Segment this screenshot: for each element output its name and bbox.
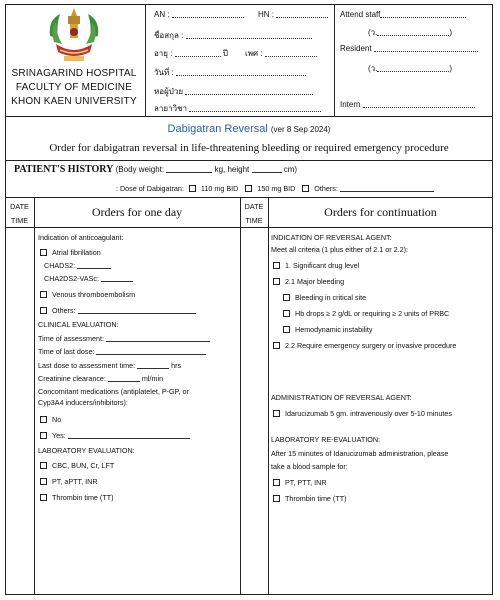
indication-others-option[interactable]: [40, 306, 196, 315]
intern-label: Intern: [340, 100, 361, 109]
dose-others-checkbox[interactable]: [302, 185, 309, 192]
dose-others-input[interactable]: [340, 191, 434, 192]
time-assessment-field[interactable]: [38, 334, 210, 343]
concomitant-no-label: No: [52, 415, 62, 424]
history-label: PATIENT'S HISTORY: [14, 164, 114, 175]
indication-heading: Indication of anticoagulant:: [38, 233, 124, 242]
right-date-header: DATE: [244, 202, 264, 211]
time-last-dose-field[interactable]: [38, 347, 206, 356]
lab-cbc-label: CBC, BUN, Cr, LFT: [52, 461, 115, 470]
last-dose-interval-field[interactable]: [38, 361, 181, 370]
vte-label: Venous thromboembolism: [52, 290, 136, 299]
concomitant-yes-checkbox[interactable]: [40, 432, 47, 439]
hn-field[interactable]: [258, 10, 328, 19]
an-field[interactable]: [154, 10, 244, 19]
header-divider: [5, 116, 493, 117]
ward-field[interactable]: [154, 85, 313, 98]
lab-tt-label: Thrombin time (TT): [52, 493, 114, 502]
middle-col-line: [240, 197, 241, 595]
date-label: วันที่ :: [154, 68, 174, 77]
concomitant-line2: Cyp3A4 inducers/inhibitors):: [38, 398, 128, 407]
resident-label: Resident: [340, 44, 372, 53]
left-time-header: TIME: [10, 216, 29, 225]
body-weight-input[interactable]: [166, 172, 212, 173]
hemodynamic-label: Hemodynamic instability: [295, 325, 373, 334]
re-tt-label: Thrombin time (TT): [285, 494, 347, 503]
form-subtitle: Order for dabigatran reversal in life-threatening bleeding or required emergency procedure: [49, 142, 449, 154]
body-weight-label: (Body weight:: [115, 165, 165, 174]
attend-sub-label: (ว.: [368, 28, 378, 37]
mlmin-label: ml/min: [141, 374, 164, 383]
criterion-1-option[interactable]: [273, 261, 359, 270]
chadsvasc-label: CHA2DS2-VASc:: [44, 274, 99, 283]
criterion-21-option[interactable]: [273, 277, 344, 286]
attend-staff-field[interactable]: [340, 10, 466, 19]
ward-label: หอผู้ป่วย: [154, 87, 184, 96]
hrs-label: hrs: [171, 361, 182, 370]
administration-heading: ADMINISTRATION OF REVERSAL AGENT:: [271, 393, 412, 402]
indication-others-checkbox[interactable]: [40, 307, 47, 314]
name-label: ชื่อสกุล :: [154, 31, 184, 40]
hb-drop-option[interactable]: [283, 309, 449, 318]
age-label: อายุ :: [154, 49, 173, 58]
reversal-indication-heading: INDICATION OF REVERSAL AGENT:: [271, 233, 392, 242]
criterion-22-checkbox[interactable]: [273, 342, 280, 349]
af-label: Atrial fibrillation: [52, 248, 101, 257]
left-date-header: DATE: [10, 202, 29, 211]
idarucizumab-label: Idarucizumab 5 gm. intravenously over 5-10 minutes: [285, 409, 452, 418]
bleeding-critical-label: Bleeding in critical site: [295, 293, 367, 302]
hospital-logo: [42, 6, 106, 66]
resident-field[interactable]: [340, 44, 478, 53]
patient-history-row: [14, 164, 297, 175]
name-field[interactable]: [154, 29, 312, 42]
lab-pt-option[interactable]: [40, 477, 98, 486]
criterion-1-checkbox[interactable]: [273, 262, 280, 269]
logo-divider: [145, 4, 146, 116]
concomitant-no-option[interactable]: [40, 415, 61, 424]
dose-label: : Dose of Dabigatran:: [116, 184, 184, 193]
lab-pt-checkbox[interactable]: [40, 478, 47, 485]
criterion-22-label: 2.2 Require emergency surgery or invasive procedure: [285, 341, 457, 350]
re-pt-label: PT, PTT, INR: [285, 478, 327, 487]
column-header-divider: [5, 227, 493, 228]
criterion-1-label: 1. Significant drug level: [285, 261, 360, 270]
right-date-col-line: [268, 197, 269, 595]
lab-pt-label: PT, aPTT, INR: [52, 477, 98, 486]
staff-divider: [334, 4, 335, 116]
sex-field[interactable]: [245, 47, 317, 60]
attend-label: Attend staff: [340, 10, 381, 19]
re-pt-option[interactable]: [273, 478, 327, 487]
concomitant-line1: Concomitant medications (antiplatelet, P-GP, or: [38, 387, 189, 396]
one-day-header: Orders for one day: [91, 205, 183, 219]
left-date-col-line: [34, 197, 35, 595]
af-checkbox[interactable]: [40, 249, 47, 256]
hn-label: HN :: [258, 10, 274, 19]
hospital-name-line3: KHON KAEN UNIVERSITY: [11, 96, 137, 107]
age-unit: ปี: [222, 49, 228, 58]
concomitant-yes-option[interactable]: [40, 431, 190, 440]
criterion-21-label: 2.1 Major bleeding: [285, 277, 345, 286]
idarucizumab-checkbox[interactable]: [273, 410, 280, 417]
age-field[interactable]: [154, 47, 228, 60]
dose-others-label: Others:: [314, 184, 338, 193]
time-assessment-label: Time of assessment:: [38, 334, 105, 343]
re-tt-option[interactable]: [273, 494, 347, 503]
last-dose-interval-label: Last dose to assessment time:: [38, 361, 136, 370]
intern-field[interactable]: [340, 100, 475, 109]
criteria-text: Meet all criteria (1 plus either of 2.1 or 2.2):: [271, 245, 409, 254]
form-title: [5, 123, 493, 135]
idarucizumab-option[interactable]: [273, 409, 452, 418]
dose-110-label: 110 mg BID: [200, 184, 239, 193]
hospital-name-line1: SRINAGARIND HOSPITAL: [11, 68, 137, 79]
concomitant-yes-label: Yes:: [52, 431, 66, 440]
lab-tt-option[interactable]: [40, 493, 114, 502]
concomitant-no-checkbox[interactable]: [40, 416, 47, 423]
cm-label: cm): [283, 165, 298, 174]
continuation-header: Orders for continuation: [324, 205, 437, 219]
re-evaluation-line2: take a blood sample for:: [271, 462, 348, 471]
chads-field[interactable]: [44, 261, 111, 270]
sex-label: เพศ :: [245, 49, 263, 58]
clinical-heading: CLINICAL EVALUATION:: [38, 320, 119, 329]
signature-label: ลายาวิชา: [154, 104, 187, 113]
kg-height-label: kg, height: [214, 165, 250, 174]
lab-cbc-option[interactable]: [40, 461, 114, 470]
an-label: AN :: [154, 10, 170, 19]
height-input[interactable]: [252, 172, 282, 173]
crcl-field[interactable]: [38, 374, 163, 383]
title-version: (ver 8 Sep 2024): [270, 125, 331, 134]
history-divider: [5, 197, 493, 198]
dose-row: [116, 184, 434, 193]
criterion-21-checkbox[interactable]: [273, 278, 280, 285]
dose-150-label: 150 mg BID: [257, 184, 296, 193]
title-divider: [5, 160, 493, 161]
bleeding-critical-option[interactable]: [283, 293, 366, 302]
af-option[interactable]: [40, 248, 101, 257]
chadsvasc-field[interactable]: [44, 274, 133, 283]
re-evaluation-heading: LABORATORY RE-EVALUATION:: [271, 435, 381, 444]
lab-tt-checkbox[interactable]: [40, 494, 47, 501]
hb-drop-checkbox[interactable]: [283, 310, 290, 317]
date-field[interactable]: [154, 66, 306, 79]
dose-150-checkbox[interactable]: [245, 185, 252, 192]
dose-110-checkbox[interactable]: [189, 185, 196, 192]
hb-drop-label: Hb drops ≥ 2 g/dL or requiring ≥ 2 units of PRBC: [295, 309, 450, 318]
hospital-name-line2: FACULTY OF MEDICINE: [15, 82, 133, 93]
vte-checkbox[interactable]: [40, 291, 47, 298]
signature-field[interactable]: [154, 102, 321, 115]
indication-others-label: Others:: [52, 306, 76, 315]
chads-label: CHADS2:: [44, 261, 76, 270]
hemodynamic-checkbox[interactable]: [283, 326, 290, 333]
vte-option[interactable]: [40, 290, 135, 299]
right-time-header: TIME: [245, 216, 263, 225]
resident-license-field[interactable]: (ว. ): [368, 64, 453, 73]
lab-heading: LABORATORY EVALUATION:: [38, 446, 135, 455]
attend-license-field[interactable]: (ว. ): [368, 28, 453, 37]
crcl-label: Creatinine clearance:: [38, 374, 106, 383]
criterion-22-option[interactable]: [273, 341, 456, 350]
time-last-dose-label: Time of last dose:: [38, 347, 95, 356]
re-pt-checkbox[interactable]: [273, 479, 280, 486]
lab-cbc-checkbox[interactable]: [40, 462, 47, 469]
resident-sub-label: (ว.: [368, 64, 378, 73]
title-main: Dabigatran Reversal: [167, 123, 268, 135]
re-evaluation-line1: After 15 minutes of Idarucizumab administration, please: [271, 449, 449, 458]
bleeding-critical-checkbox[interactable]: [283, 294, 290, 301]
re-tt-checkbox[interactable]: [273, 495, 280, 502]
hemodynamic-option[interactable]: [283, 325, 373, 334]
